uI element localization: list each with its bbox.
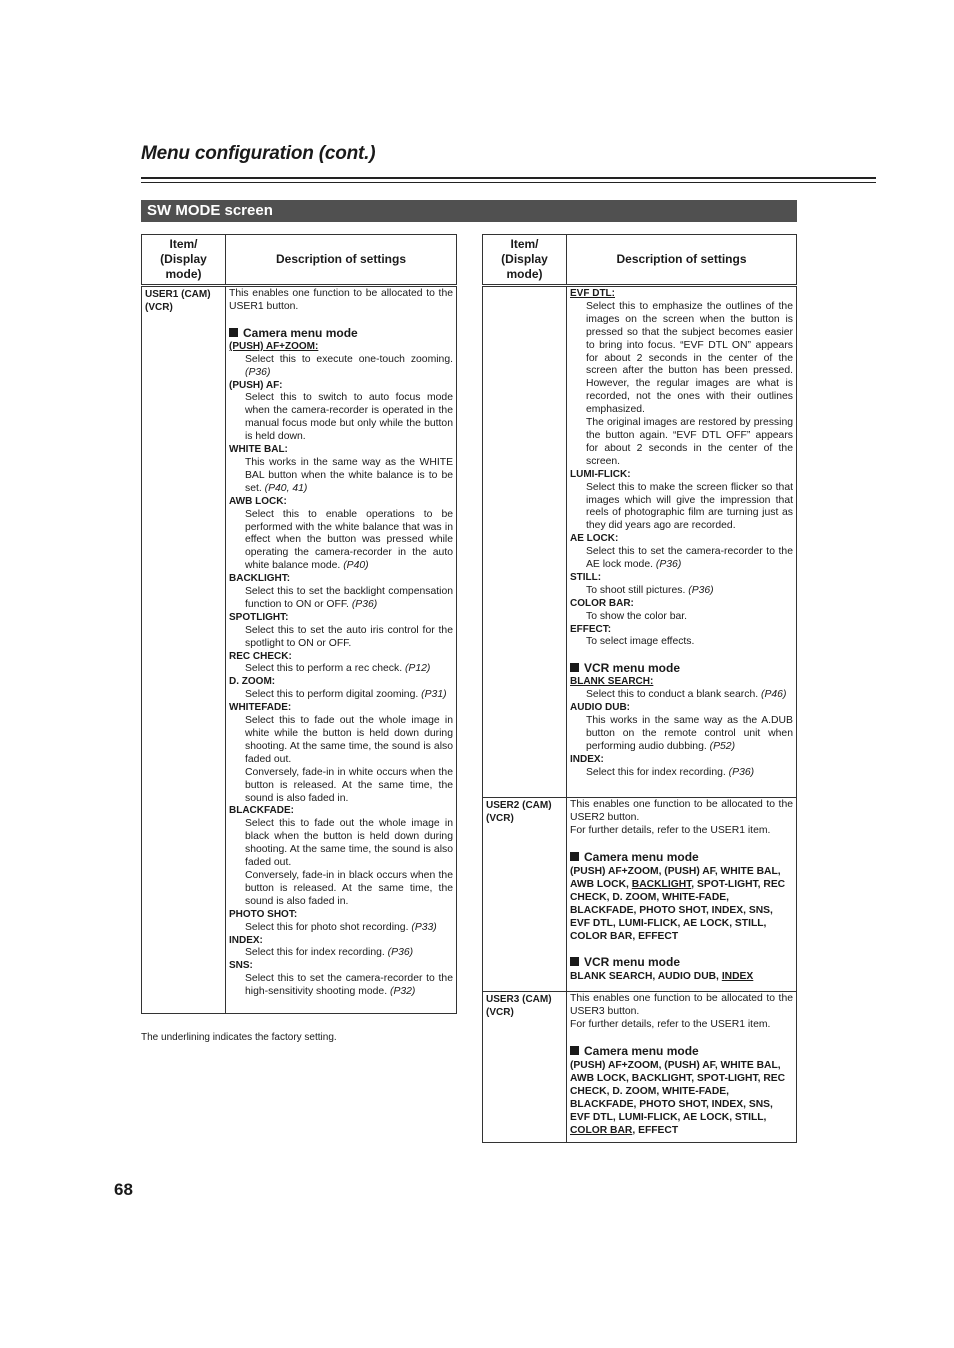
item-user1-cont xyxy=(483,286,567,798)
entry-label: STILL: xyxy=(570,571,602,583)
description-user1-part1 xyxy=(226,286,457,1014)
entry-description: To select image effects. xyxy=(586,636,695,648)
user3-camera-list: (PUSH) AF+ZOOM, (PUSH) AF, WHITE BAL, AWB LOCK, BACKLIGHT, SPOT-LIGHT, REC CHECK, D. ZOOM, WHITE-FADE, BLACKFADE, PHOTO SHOT, INDEX, SNS, EVF DTL, LUMI-FLICK, AE LOCK, STILL, COLOR BAR, EFFECT xyxy=(570,1059,786,1136)
right-entries xyxy=(570,288,793,649)
entry-label: EFFECT: xyxy=(570,623,612,635)
entry-description: Select this to conduct a blank search. (P46) xyxy=(586,689,787,701)
square-bullet-icon xyxy=(570,663,579,672)
entry-description: Select this to set the camera-recorder to the AE lock mode. (P36) xyxy=(586,546,793,571)
user3-refer: For further details, refer to the USER1 item. xyxy=(570,1018,771,1030)
page-number: 68 xyxy=(114,1180,133,1199)
user2-camera-list: (PUSH) AF+ZOOM, (PUSH) AF, WHITE BAL, AWB LOCK, BACKLIGHT, SPOT-LIGHT, REC CHECK, D. ZOOM, WHITE-FADE, BLACKFADE, PHOTO SHOT, INDEX, SNS, EVF DTL, LUMI-FLICK, AE LOCK, STILL, COLOR BAR, EFFECT xyxy=(570,865,786,942)
column-header-item: Item/ (Display mode) xyxy=(483,235,567,286)
entry-label: AE LOCK: xyxy=(570,533,619,545)
entry-label: INDEX: xyxy=(229,934,263,946)
entry-description: Select this to emphasize the outlines of the images on the screen when the button is pressed so that the subject becomes easier to bring into focus. “EVF DTL ON” appears for about 2 seconds in the center of the screen after the button has been pressed. However, the regular images are what is recorded, not the ones with their outlines emphasized. xyxy=(586,300,793,416)
vcr-entries xyxy=(570,676,793,779)
column-header-item: Item/ (Display mode) xyxy=(142,235,226,286)
entry-label: INDEX: xyxy=(570,753,604,765)
user2-refer: For further details, refer to the USER1 item. xyxy=(570,824,771,836)
description-user3 xyxy=(567,992,797,1143)
entry-description: Select this to perform digital zooming. (P31) xyxy=(245,689,447,701)
entry-description: Select this to fade out the whole image in black when the button is held down during shooting. At the same time, the sound is also faded out. xyxy=(245,818,453,869)
entry-label: AWB LOCK: xyxy=(229,495,287,507)
entry-description: Select this to make the screen flicker so that images which will give the impression that reels of photographic film are turning just as they did years ago are recorded. xyxy=(586,481,793,532)
page-reference: (P36) xyxy=(245,366,271,378)
entry-description: Select this for photo shot recording. (P33) xyxy=(245,921,437,933)
entry-description-extra: The original images are restored by pressing the button again. “EVF DTL OFF” appears for about 2 seconds in the center of the screen. xyxy=(586,417,793,467)
entry-label: LUMI-FLICK: xyxy=(570,468,631,480)
square-bullet-icon xyxy=(229,328,238,337)
entry-description: This works in the same way as the A.DUB button on the remote control unit when performing audio dubbing. (P52) xyxy=(586,715,793,752)
entry-description: This works in the same way as the WHITE BAL button when the white balance is to be set. (P40, 41) xyxy=(245,456,453,494)
page-reference: (P36) xyxy=(728,766,755,778)
entry-description: Select this to set the camera-recorder to the high-sensitivity shooting mode. (P32) xyxy=(245,973,453,998)
entry-description: To show the color bar. xyxy=(586,610,688,622)
user2-intro: This enables one function to be allocated to the USER2 button. xyxy=(570,799,793,823)
page-reference: (P52) xyxy=(709,740,736,752)
page-reference: (P36) xyxy=(387,947,414,959)
entry-label: (PUSH) AF+ZOOM: xyxy=(229,340,319,352)
page-reference: (P31) xyxy=(421,689,447,701)
page-reference: (P12) xyxy=(404,663,431,675)
entry-description: Select this to set the backlight compensation function to ON or OFF. (P36) xyxy=(245,586,453,610)
left-entries xyxy=(229,341,453,999)
user1-intro: This enables one function to be allocated to the USER1 button. xyxy=(229,288,453,312)
factory-default-option: INDEX xyxy=(721,970,754,982)
page-reference: (P46) xyxy=(761,689,787,701)
entry-description-extra: Conversely, fade-in in white occurs when the button is released. At the same time, the sound is also faded in. xyxy=(245,766,453,804)
vcr-mode-heading: VCR menu mode xyxy=(570,661,793,675)
square-bullet-icon xyxy=(570,957,579,966)
entry-description: Select this to switch to auto focus mode when the camera-recorder is operated in the manual focus mode but only while the button is held down. xyxy=(245,392,453,443)
entry-description: To shoot still pictures. (P36) xyxy=(586,584,714,596)
page-reference: (P36) xyxy=(655,559,682,571)
settings-table-right xyxy=(482,234,797,1143)
page-reference: (P36) xyxy=(351,598,378,610)
entry-label: REC CHECK: xyxy=(229,650,292,662)
entry-description-extra: Conversely, fade-in in black occurs when the button is released. At the same time, the sound is also faded in. xyxy=(245,869,453,907)
entry-description: Select this to enable operations to be performed with the white balance that was in effect when the button was pressed while operating the camera-recorder in the auto white balance mode. (P40) xyxy=(245,508,453,572)
page-reference: (P40) xyxy=(343,560,369,572)
section-heading: SW MODE screen xyxy=(141,200,797,222)
camera-mode-heading: Camera menu mode xyxy=(570,850,793,864)
entry-description: Select this to execute one-touch zooming. (P36) xyxy=(245,353,453,378)
page-reference: (P36) xyxy=(688,584,714,596)
entry-label: WHITEFADE: xyxy=(229,702,292,714)
factory-default-option: COLOR BAR xyxy=(570,1124,633,1136)
entry-label: D. ZOOM: xyxy=(229,676,276,688)
header-rule-thin xyxy=(141,182,876,183)
factory-default-option: BACKLIGHT xyxy=(631,878,692,890)
item-user1: USER1 (CAM) (VCR) xyxy=(142,286,226,1014)
entry-label: AUDIO DUB: xyxy=(570,702,630,714)
entry-label: SNS: xyxy=(229,960,253,972)
page-reference: (P40, 41) xyxy=(264,482,308,494)
column-header-description: Description of settings xyxy=(567,235,797,286)
entry-description: Select this for index recording. (P36) xyxy=(586,766,755,778)
page-reference: (P32) xyxy=(389,986,416,998)
entry-label: SPOTLIGHT: xyxy=(229,611,289,623)
column-header-description: Description of settings xyxy=(226,235,457,286)
table-row-user1 xyxy=(142,286,457,1014)
item-user3: USER3 (CAM) (VCR) xyxy=(483,992,567,1143)
settings-table-left xyxy=(141,234,457,1014)
header-rule xyxy=(141,177,876,179)
entry-label: BACKLIGHT: xyxy=(229,573,291,585)
entry-label: (PUSH) AF: xyxy=(229,379,283,391)
table-row-user3 xyxy=(483,992,797,1143)
table-row-user1-cont xyxy=(483,286,797,798)
camera-mode-heading: Camera menu mode xyxy=(570,1044,793,1058)
page-title: Menu configuration (cont.) xyxy=(141,143,376,164)
entry-description: Select this to perform a rec check. (P12) xyxy=(245,663,431,675)
user3-intro: This enables one function to be allocated to the USER3 button. xyxy=(570,993,793,1017)
entry-label: WHITE BAL: xyxy=(229,444,288,456)
entry-label: BLANK SEARCH: xyxy=(570,676,654,688)
description-user1-part2 xyxy=(567,286,797,798)
entry-label: COLOR BAR: xyxy=(570,597,634,609)
entry-label: EVF DTL: xyxy=(570,288,615,299)
square-bullet-icon xyxy=(570,1046,579,1055)
user2-vcr-list: BLANK SEARCH, AUDIO DUB, INDEX xyxy=(570,970,754,982)
entry-description: Select this to set the auto iris control for the spotlight to ON or OFF. xyxy=(245,624,453,649)
table-row-user2 xyxy=(483,798,797,992)
camera-mode-heading: Camera menu mode xyxy=(229,326,453,340)
entry-description: Select this for index recording. (P36) xyxy=(245,947,414,959)
square-bullet-icon xyxy=(570,852,579,861)
entry-label: BLACKFADE: xyxy=(229,805,294,817)
item-user2: USER2 (CAM) (VCR) xyxy=(483,798,567,992)
footnote: The underlining indicates the factory setting. xyxy=(141,1032,337,1043)
vcr-mode-heading: VCR menu mode xyxy=(570,955,793,969)
description-user2 xyxy=(567,798,797,992)
page-reference: (P33) xyxy=(411,921,437,933)
entry-label: PHOTO SHOT: xyxy=(229,908,298,920)
entry-description: Select this to fade out the whole image in white while the button is held down during shooting. At the same time, the sound is also faded out. xyxy=(245,715,453,765)
